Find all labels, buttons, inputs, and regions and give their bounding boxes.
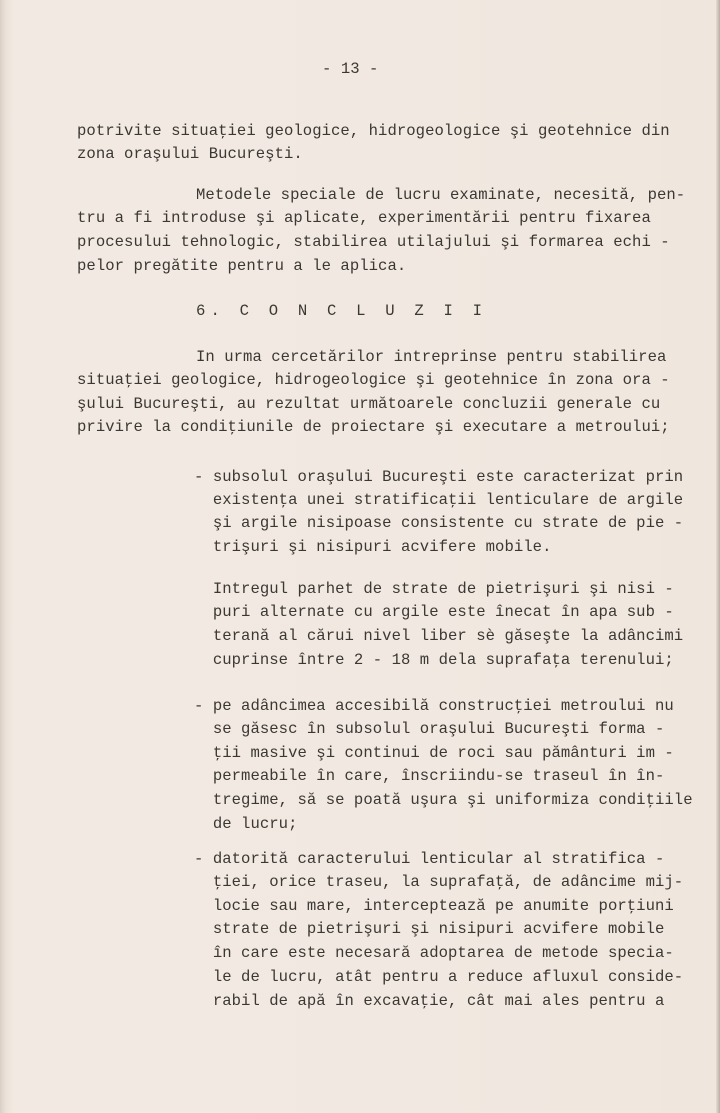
text-line: procesului tehnologic, stabilirea utilajului şi formarea echi -	[77, 233, 670, 251]
text-line: rabil de apă în excavaţie, cât mai ales pentru a	[194, 992, 665, 1010]
text-line: privire la condiţiunile de proiectare şi executare a metroului;	[77, 418, 670, 436]
text-line: - subsolul oraşului Bucureşti este caracterizat prin	[194, 468, 684, 486]
text-line: şi argile nisipoase consistente cu strate de pie -	[194, 514, 684, 532]
text-line: se găsesc în subsolul oraşului Bucureşti forma -	[194, 720, 665, 738]
text-line: - pe adâncimea accesibilă construcţiei metroului nu	[194, 697, 674, 715]
text-line: pelor pregătite pentru a le aplica.	[77, 257, 407, 275]
text-line: ţiei, orice traseu, la suprafaţă, de adâncime mij-	[194, 873, 684, 891]
page-edge	[716, 0, 720, 1113]
text-line: Intregul parhet de strate de pietrişuri şi nisi -	[194, 580, 674, 598]
text-line: strate de pietrişuri şi nisipuri acvifere mobile	[194, 920, 665, 938]
text-line: situaţiei geologice, hidrogeologice şi geotehnice în zona ora -	[77, 371, 670, 389]
section-heading: 6. C O N C L U Z I I	[196, 302, 488, 320]
text-line: In urma cercetărilor intreprinse pentru stabilirea	[196, 348, 667, 366]
text-line: tregime, să se poată uşura şi uniformiza condiţiile	[194, 791, 693, 809]
text-line: şului Bucureşti, au rezultat următoarele concluzii generale cu	[77, 395, 661, 413]
text-line: tru a fi introduse şi aplicate, experimentării pentru fixarea	[77, 209, 651, 227]
text-line: de lucru;	[194, 815, 298, 833]
text-line: trişuri şi nisipuri acvifere mobile.	[194, 538, 552, 556]
text-line: le de lucru, atât pentru a reduce afluxul conside-	[194, 968, 684, 986]
text-line: permeabile în care, înscriindu-se traseul în în-	[194, 767, 665, 785]
text-line: zona oraşului Bucureşti.	[77, 145, 303, 163]
text-line: ţii masive şi continui de roci sau pământuri im -	[194, 744, 674, 762]
text-line: Metodele speciale de lucru examinate, necesită, pen-	[196, 186, 686, 204]
text-line: existenţa unei stratificaţii lenticulare de argile	[194, 491, 684, 509]
text-line: terană al cărui nivel liber sè găseşte la adâncimi	[194, 627, 684, 645]
text-line: cuprinse între 2 - 18 m dela suprafaţa terenului;	[194, 651, 674, 669]
text-line: - datorită caracterului lenticular al stratifica -	[194, 850, 665, 868]
text-line: potrivite situaţiei geologice, hidrogeologice şi geotehnice din	[77, 122, 670, 140]
text-line: locie sau mare, interceptează pe anumite porţiuni	[194, 897, 674, 915]
text-line: puri alternate cu argile este înecat în apa sub -	[194, 603, 674, 621]
text-line: în care este necesară adoptarea de metode specia-	[194, 944, 674, 962]
page-number: - 13 -	[322, 60, 379, 78]
